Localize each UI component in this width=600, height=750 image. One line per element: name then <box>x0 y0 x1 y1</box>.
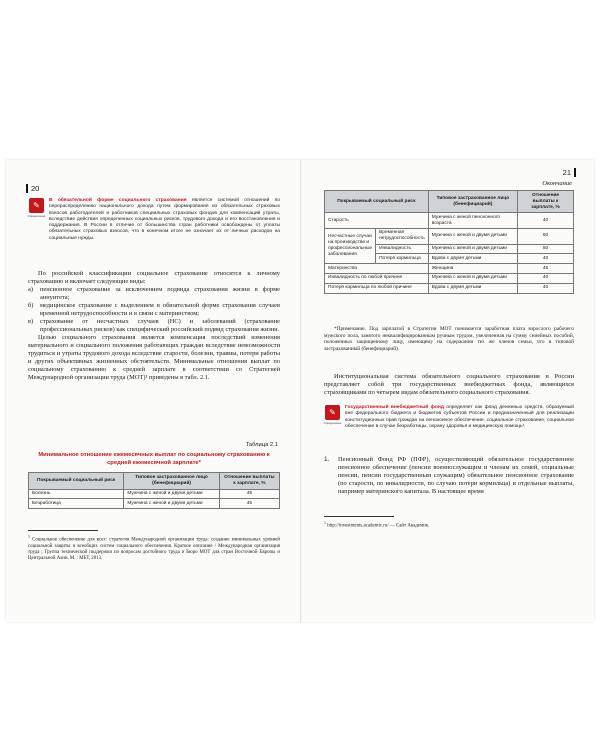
left-body <box>28 270 280 382</box>
definition-term: В обязательной форме социального страхования <box>49 198 187 203</box>
intro-paragraph: По российской классификации социальное страхование относится к личному страхованию и включает следующие виды: <box>28 270 280 285</box>
definition-text <box>345 405 574 430</box>
page-number: 20 <box>26 184 39 193</box>
table-note: *Примечание. Под зарплатой в Стратегии МОТ понимается заработная плата взрослого рабочего мужского пола, занятого неквалифицированным ручным трудом, увеличенная на сумму семейных пособий, положенных защищенному лицу, имеющему на содержании тех же членов семьи, что и типовой застрахованный (бенефициарий). <box>324 326 574 352</box>
column-header: Отношение выплаты к зарплате, % <box>518 191 574 213</box>
table-caption: Таблица 2.1 <box>245 442 278 448</box>
definition-body: определяет как фонд денежных средств, образуемый вне федерального бюджета и бюджетов субъектов России и предназначенный для реализации конституционных прав граждан на пенсионное обеспечение, социальное страхование, социальное обеспечение в случае безработицы, охрану здоровья и медицинскую помощь¹. <box>345 405 574 429</box>
left-page <box>6 160 300 622</box>
table-header-row <box>325 191 574 213</box>
footnote-rule <box>28 530 98 531</box>
right-page <box>302 160 594 622</box>
insurance-types-list <box>28 286 280 334</box>
footnote: $^1$ Социальное обеспечение для всех: стратегия Международной организации труда: создание минимальных уровней социальной защиты и всеобщих систем социального обеспечения. Краткое описание / Международная организация труда ; Группа технической поддержки по вопросам достойного труда и Бюро МОТ для стран Восточной Европы и Центральной Азии. М. : МБТ, 2013. <box>28 534 280 561</box>
fund-item-number: 1. <box>324 456 330 463</box>
table-row: Потеря кормильца по любой причине Вдова с двумя детьми 40 <box>325 283 574 293</box>
institutional-paragraph: Институциональная система обязательного социального страхования в России представляет собой три государственных внебюджетных фонда, являющихся страховщиками по четырем видам обязательного социального страхования. <box>324 373 574 396</box>
book-spread <box>6 160 594 622</box>
table-row: Потеря кормильца Вдова с двумя детьми 40 <box>325 254 574 264</box>
definition-icon: ✎ Определение <box>28 198 45 218</box>
table-row: Несчастные случаи на производстве и профессиональные заболевания Временная нетрудоспособность Мужчина с женой и двумя детьми 50 <box>325 228 574 244</box>
fund-item <box>324 456 574 496</box>
list-item: а) пенсионное страхование за исключением подвида страхования жизни в форме аннуитета; <box>28 286 280 301</box>
running-head: Окончание <box>542 180 572 187</box>
column-header: Типовое застрахованное лицо (бенефициарий) <box>124 473 219 490</box>
footnote-rule <box>324 516 394 517</box>
definition-body: является системой отношений по перераспределению национального дохода путем формирования из обязательных страховых взносов работодателей и работников специальных страховых фондов для компенсаций утраты, вследствие действия определенных социальных рисков, трудового дохода и его восстановления и поддержания. В России в отличие от большинства стран работники освобождены от уплаты обязательных страховых взносов, что в конечном итоге не означает их от личных расходов на социальные нужды. <box>49 198 280 241</box>
definition-text <box>49 198 280 242</box>
definition-term: Государственный внебюджетный фонд <box>345 405 444 410</box>
definition-icon: ✎ Определение <box>324 405 341 425</box>
table-row: Материнство Женщина 45 <box>325 264 574 274</box>
column-header: Типовое застрахованное лицо (бенефициарий) <box>428 191 517 213</box>
table-row: Инвалидность по любой причине Мужчина с женой и двумя детьми 40 <box>325 273 574 283</box>
definition-callout <box>28 198 280 242</box>
table-row: Безработица Мужчина с женой и двумя детьми 45 <box>29 499 280 509</box>
page-number: 21 <box>563 168 576 177</box>
list-item: в) страхование от несчастных случаев (НС) и заболеваний (страхование профессиональных рисков) как специфический российский подвид страхования жизни. <box>28 318 280 333</box>
fund-item-text: Пенсионный Фонд РФ (ПФР), осуществляющий обязательное государственное пенсионное обеспечение (пенсии военнослужащим и членам их семей, социальные пенсии, пенсии государственным служащим) обязательное пенсионное страхование (по старости, по инвалидности, по случаю потери кормильца) и отдельные выплаты, например материнского капитала. В настоящее время <box>338 456 574 495</box>
goal-paragraph: Целью социального страхования является компенсация последствий изменения материального и социального положения работающих граждан вследствие невозможности трудиться и утраты трудового дохода вследствие старости, болезни, травмы, потери работы и других объективных жизненных обстоятельств. Минимальные отношения выплат по социальному страхованию к средней зарплате в соответствии со Стратегией Международной организации труда (МОТ)¹ приведены в табл. 2.1. <box>28 334 280 381</box>
right-body <box>324 373 574 397</box>
footnote: $^1$ http://investments.academic.ru/ — Сайт Академик. <box>324 520 430 529</box>
column-header: Покрываемый социальный риск <box>325 191 429 213</box>
table-title: Минимальное отношение ежемесячных выплат по социальному страхованию к средней ежемесячной зарплате* <box>38 452 270 466</box>
column-header: Отношение выплаты к зарплате, % <box>219 473 279 490</box>
list-item: б) медицинское страхование с выделением в обязательной форме страхования случаев временной нетрудоспособности и в связи с материнством; <box>28 302 280 317</box>
column-header: Покрываемый социальный риск <box>29 473 124 490</box>
table-header-row <box>29 473 280 490</box>
table-row: Инвалидность Мужчина с женой и двумя детьми 50 <box>325 244 574 254</box>
table-row: Болезнь Мужчина с женой и двумя детьми 45 <box>29 489 280 499</box>
ratio-table <box>28 472 280 509</box>
definition-callout <box>324 405 574 430</box>
table-row: Старость Мужчина с женой пенсионного возраста 40 <box>325 213 574 229</box>
ratio-table-continued <box>324 190 574 294</box>
